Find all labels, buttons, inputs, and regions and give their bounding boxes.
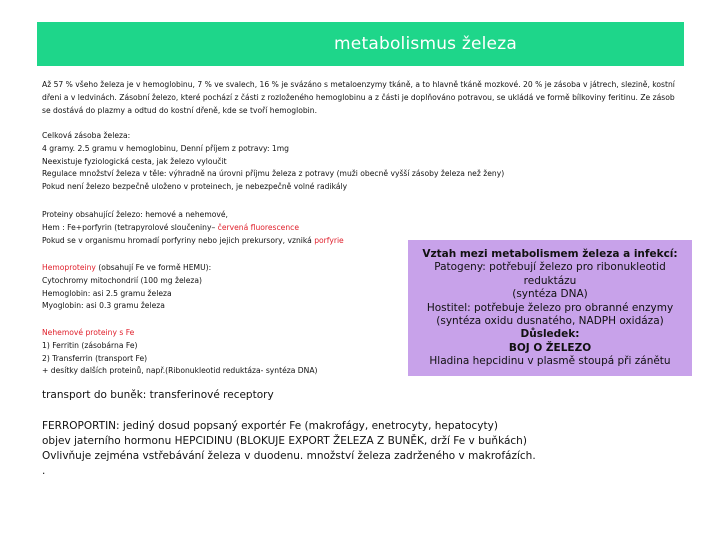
- proteins-line: Proteiny obsahující železo: hemové a nehemové,: [42, 210, 228, 219]
- transport-section: [42, 388, 274, 403]
- box-consequence: Důsledek:: [520, 328, 580, 341]
- box-line: reduktázu: [523, 274, 577, 287]
- hemoproteins-section: [42, 262, 211, 313]
- ferroportin-section: [42, 419, 536, 479]
- ferroportin-line: Ovlivňuje zejména vstřebávání železa v duodenu. množství železa zadrženého v makrofázích.: [42, 450, 536, 462]
- hemoprotein-item: Hemoglobin: asi 2.5 gramu železa: [42, 288, 172, 298]
- box-fight: BOJ O ŽELEZO: [508, 341, 592, 354]
- porphyria-text: porfyrie: [314, 235, 344, 245]
- intro-text: Až 57 % všeho železa je v hemoglobinu, 7 % ve svalech, 16 % je svázáno s metaloenzymy tkáně, a to hlavně tkáně mozkové. 20 % je zásoba v játrech, slezině, kostní dřeni a v ledvinách. Zásobní železo, které pochází z části z rozloženého hemoglobinu a z části je doplňováno potravou, se ukládá ve formě bílkoviny feritinu. Ze zásob se dostává do plazmy a odtud do kostní dřeně, kde se tvoří hemoglobin.: [42, 80, 675, 115]
- red-fluorescence-text: červená fluorescence: [217, 222, 300, 232]
- hemoprotein-item: Cytochromy mitochondrií (100 mg železa): [42, 275, 203, 285]
- iron-reserve-section: [42, 130, 504, 194]
- intro-paragraph: [42, 79, 682, 117]
- title-bar: [37, 22, 684, 66]
- nonheme-item: 1) Ferritin (zásobárna Fe): [42, 340, 138, 350]
- heme-line: Hem : Fe+porfyrin (tetrapyrolové sloučeniny– červená fluorescence: [42, 222, 300, 232]
- infection-box: [408, 240, 692, 376]
- reserve-line: Celková zásoba železa:: [42, 131, 131, 140]
- ferroportin-line: FERROPORTIN: jediný dosud popsaný exportér Fe (makrofágy, enetrocyty, hepatocyty): [42, 420, 498, 432]
- slide-title: metabolismus železa: [334, 34, 517, 54]
- proteins-section: [42, 209, 344, 247]
- box-line: (syntéza DNA): [512, 288, 588, 301]
- porphyria-line: Pokud se v organismu hromadí porfyriny nebo jejich prekursory, vzniká porfyrie: [42, 235, 344, 245]
- reserve-line: Regulace množství železa v těle: výhradně na úrovni příjmu železa z potravy (muži obecně vyšší zásoby železa než ženy): [42, 169, 505, 179]
- box-last-line: Hladina hepcidinu v plasmě stoupá při zánětu: [429, 355, 671, 368]
- box-line: (syntéza oxidu dusnatého, NADPH oxidáza): [436, 315, 664, 328]
- reserve-line: 4 gramy. 2.5 gramu v hemoglobinu, Denní příjem z potravy: 1mg: [42, 143, 289, 153]
- nonheme-heading: Nehemové proteiny s Fe: [42, 328, 135, 337]
- box-heading: Vztah mezi metabolismem železa a infekcí:: [422, 248, 678, 260]
- hemoprotein-item: Myoglobin: asi 0.3 gramu železa: [42, 301, 165, 311]
- nonheme-item: + desítky dalších proteinů, např.(Ribonukleotid reduktáza- syntéza DNA): [42, 366, 318, 376]
- ferroportin-line: objev jaterního hormonu HEPCIDINU (BLOKUJE EXPORT ŽELEZA Z BUNĚK, drží Fe v buňkách): [42, 435, 527, 447]
- ferroportin-line: .: [42, 465, 46, 477]
- reserve-line: Neexistuje fyziologická cesta, jak železo vyloučit: [42, 156, 227, 166]
- box-line: Hostitel: potřebuje železo pro obranné enzymy: [426, 301, 674, 314]
- hemoproteins-heading: Hemoproteiny (obsahují Fe ve formě HEMU):: [42, 263, 212, 272]
- nonheme-item: 2) Transferrin (transport Fe): [42, 353, 148, 363]
- nonheme-section: [42, 327, 317, 378]
- reserve-line: Pokud není železo bezpečně uloženo v proteinech, je nebezpečně volné radikály: [42, 182, 348, 192]
- box-line: Patogeny: potřebují železo pro ribonukleotid: [434, 261, 666, 274]
- transport-line: transport do buněk: transferinové receptory: [42, 389, 274, 401]
